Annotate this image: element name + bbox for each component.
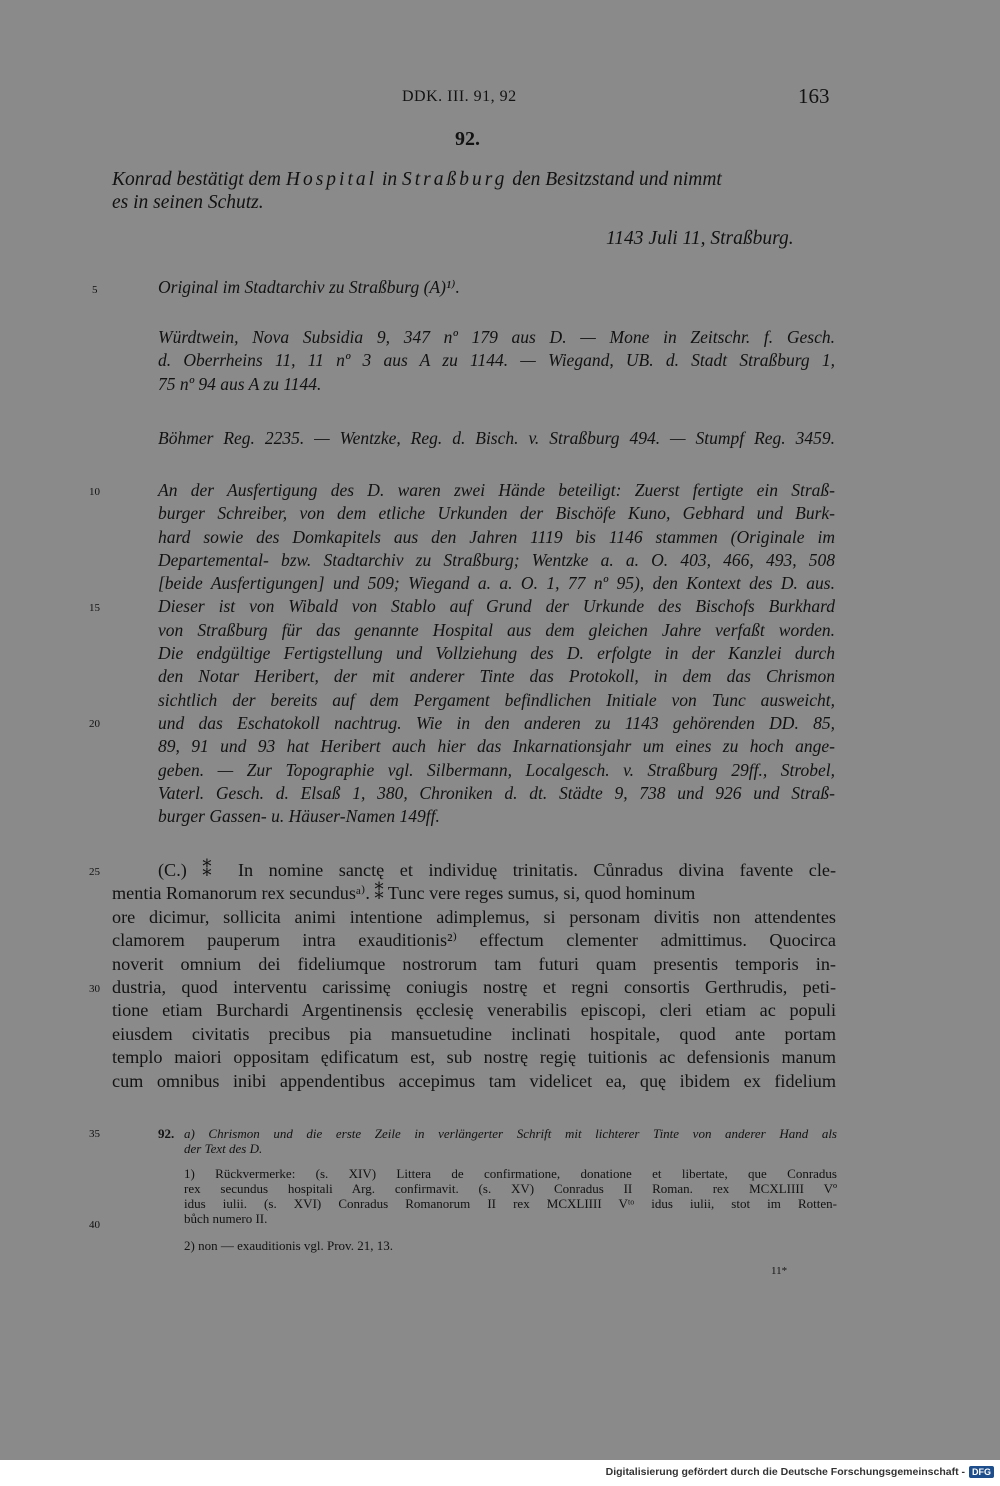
edition-line: Würdtwein, Nova Subsidia 9, 347 nº 179 aus D. — Mone in Zeitschr. f. Gesch. xyxy=(158,327,835,347)
summary-line-2: es in seinen Schutz. xyxy=(112,192,264,213)
commentary-line: sichtlich der bereits auf dem Pergament befindlichen Initiale von Tunc ausweicht, xyxy=(158,689,835,710)
date-place: 1143 Juli 11, Straßburg. xyxy=(606,228,794,249)
commentary-line: An der Ausfertigung des D. waren zwei Hände beteiligt: Zuerst fertigte ein Straß- xyxy=(158,480,835,500)
charter-line: mentia Romanorum rex secundusᵃ⁾. ⁑ Tunc vere reges sumus, si, quod hominum xyxy=(112,883,696,904)
charter-line: eiusdem civitatis precibus pia mansuetudine inclinati hospitale, quod ante portam xyxy=(112,1023,836,1044)
footnote-line: rex secundus hospitali Arg. confirmavit. (s. XV) Conradus II Roman. rex MCXLIIII Vº xyxy=(184,1181,837,1196)
line-number: 10 xyxy=(89,486,100,498)
footnote-line: der Text des D. xyxy=(184,1141,263,1156)
edition-line: 75 nº 94 aus A zu 1144. xyxy=(158,373,322,394)
line-number: 25 xyxy=(89,866,100,878)
commentary-line: Dieser ist von Wibald von Stablo auf Grund der Urkunde des Bischofs Burkhard xyxy=(158,596,835,617)
charter-line: noverit omnium dei fideliumque nostrorum tam futuri quam presentis temporis in- xyxy=(112,953,836,974)
footnote-a xyxy=(184,1126,837,1156)
line-number: 15 xyxy=(89,602,100,614)
line-number: 20 xyxy=(89,718,100,730)
charter-line: tione etiam Burchardi Argentinensis ęcclesię venerabilis episcopi, cleri etiam ac populi xyxy=(112,1000,836,1021)
summary-text: in xyxy=(377,169,402,190)
dfg-logo: DFG xyxy=(969,1466,994,1478)
signature-mark: 11* xyxy=(771,1265,788,1277)
commentary-line: burger Schreiber, von dem etliche Urkunden der Bischöfe Kuno, Gebhard und Burk- xyxy=(158,503,835,524)
page-number: 163 xyxy=(798,84,830,108)
footnote-2: 2) non — exauditionis vgl. Prov. 21, 13. xyxy=(184,1238,393,1253)
footnote-line: bůch numero II. xyxy=(184,1211,268,1226)
summary-text: Konrad bestätigt dem xyxy=(112,169,286,190)
footnote-1 xyxy=(184,1166,837,1226)
charter-line: (C.) ⁑ In nomine sanctę et individuę trinitatis. Cůnradus divina favente cle- xyxy=(158,860,836,880)
footer-credit-text: Digitalisierung gefördert durch die Deutsche Forschungsgemeinschaft - xyxy=(605,1466,965,1478)
footnote-line: idus iulii. (s. XVI) Conradus Romanorum II rex MCXLIIII Vᵗᵒ idus iulii, stot im Rotten- xyxy=(184,1196,837,1211)
commentary-line: Vaterl. Gesch. d. Elsaß 1, 380, Chroniken d. dt. Städte 9, 738 und 926 und Straß- xyxy=(158,782,835,803)
line-number: 35 xyxy=(89,1128,100,1140)
footer-credit xyxy=(606,1466,994,1478)
summary-line-1 xyxy=(112,168,722,191)
commentary-line: von Straßburg für das genannte Hospital aus dem gleichen Jahre verfaßt worden. xyxy=(158,619,835,640)
charter-line: templo maiori oppositam ędificatum est, sub nostrę regię tuitionis ac defensionis manum xyxy=(112,1047,836,1068)
commentary-line: hard sowie des Domkapitels aus den Jahren 1119 bis 1146 stammen (Originale im xyxy=(158,526,835,547)
footnote-line: a) Chrismon und die erste Zeile in verlängerter Schrift mit lichterer Tinte von anderer Hand als xyxy=(184,1126,837,1141)
charter-text xyxy=(112,859,836,1093)
charter-line: clamorem pauperum intra exauditionis²⁾ effectum clementer admittimus. Quocirca xyxy=(112,930,836,951)
commentary-line: Departemental- bzw. Stadtarchiv zu Straßburg; Wentzke a. a. O. 403, 466, 493, 508 xyxy=(158,549,835,570)
charter-line: cum omnibus inibi appendentibus accepimus tam videlicet ea, quę ibidem ex fidelium xyxy=(112,1070,836,1091)
commentary-line: Die endgültige Fertigstellung und Vollziehung des D. erfolgte in der Kanzlei durch xyxy=(158,643,835,664)
commentary-line: den Notar Heribert, der mit anderer Tinte das Protokoll, in dem das Chrismon xyxy=(158,666,835,687)
running-title: DDK. III. 91, 92 xyxy=(402,88,517,105)
charter-line: dustria, quod interventu carissimę coniugis nostrę et regni consortis Gerthrudis, peti- xyxy=(112,977,836,998)
footnote-line: 1) Rückvermerke: (s. XIV) Littera de confirmatione, donatione et libertate, que Conradus xyxy=(184,1166,837,1181)
line-number: 30 xyxy=(89,983,100,995)
footnote-doc-number: 92. xyxy=(158,1126,175,1141)
original-note: Original im Stadtarchiv zu Straßburg (A)¹⁾. xyxy=(158,277,460,297)
charter-line: ore dicimur, sollicita animi intentione adimplemus, si personam divitis non attendentes xyxy=(112,906,836,927)
commentary-line: [beide Ausfertigungen] und 509; Wiegand a. a. O. 1, 77 nº 95), den Kontext des D. aus. xyxy=(158,573,835,594)
summary-place-strassburg: Straßburg xyxy=(401,169,508,190)
commentary-block xyxy=(158,479,835,828)
regests-line: Böhmer Reg. 2235. — Wentzke, Reg. d. Bisch. v. Straßburg 494. — Stumpf Reg. 3459. xyxy=(158,428,835,448)
document-number: 92. xyxy=(455,128,480,150)
editions-block xyxy=(158,326,835,396)
summary-place-hospital: Hospital xyxy=(285,169,378,190)
commentary-line: und das Eschatokoll nachtrug. Wie in den anderen zu 1143 gehörenden DD. 85, xyxy=(158,712,835,733)
summary-text: den Besitzstand und nimmt xyxy=(507,169,722,190)
line-number: 40 xyxy=(89,1219,100,1231)
edition-line: d. Oberrheins 11, 11 nº 3 aus A zu 1144. — Wiegand, UB. d. Stadt Straßburg 1, xyxy=(158,350,835,371)
line-number: 5 xyxy=(92,284,98,296)
commentary-line: 89, 91 und 93 hat Heribert auch hier das Inkarnationsjahr um eines zu hoch ange- xyxy=(158,736,835,757)
commentary-line: burger Gassen- u. Häuser-Namen 149ff. xyxy=(158,806,440,827)
commentary-line: geben. — Zur Topographie vgl. Silbermann, Localgesch. v. Straßburg 29ff., Strobel, xyxy=(158,759,835,780)
